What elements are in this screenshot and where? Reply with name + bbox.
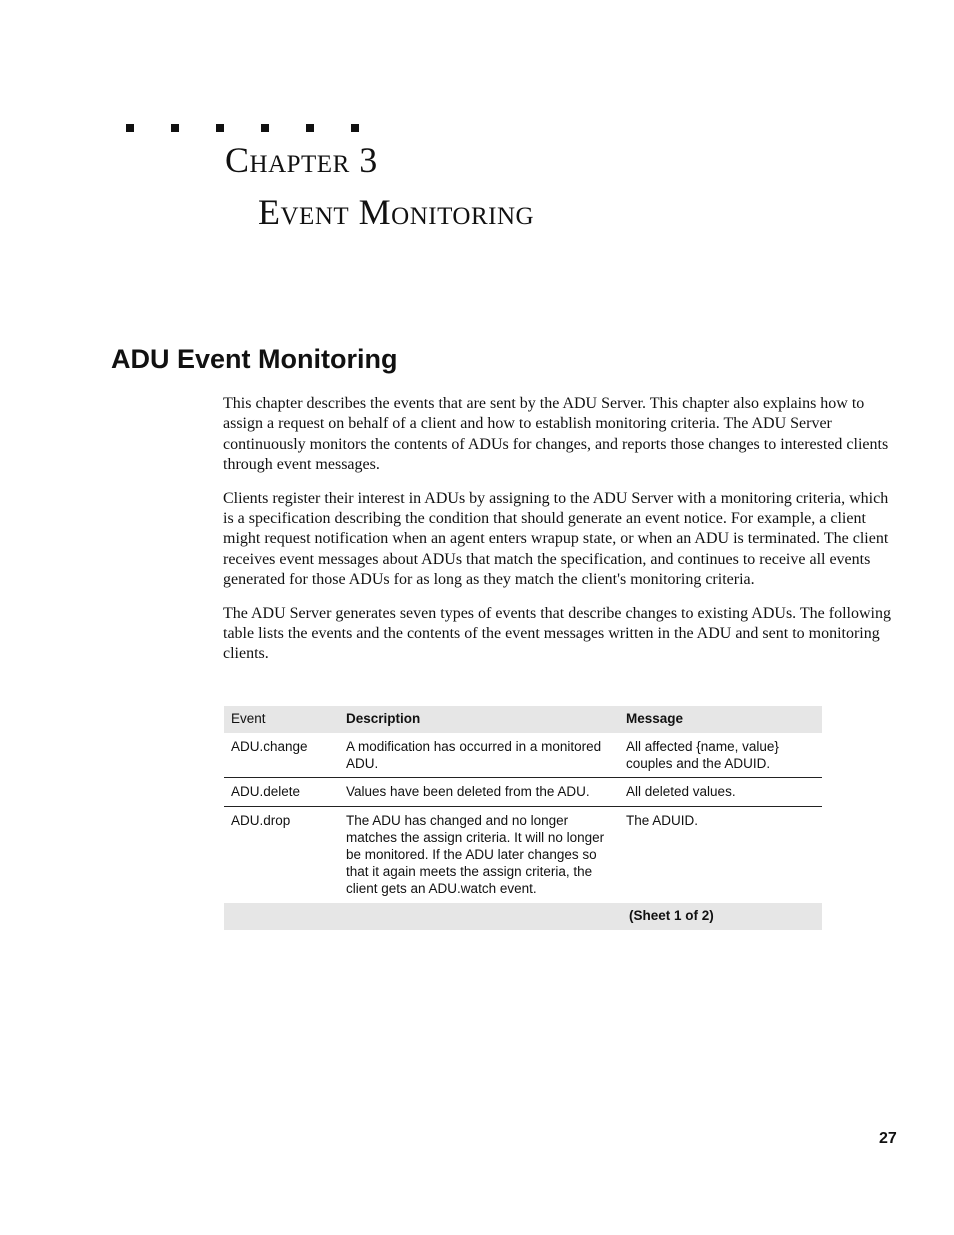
paragraph: This chapter describes the events that are sent by the ADU Server. This chapter also explains how to assign a request on behalf of a client and how to establish monitoring criteria. The ADU Server continuously monitors the contents of ADUs for changes, and reports those changes to interested clients through event messages. <box>223 395 889 473</box>
sheet-indicator: (Sheet 1 of 2) <box>629 907 714 923</box>
message-cell: All affected {name, value} couples and the ADUID. <box>626 739 779 772</box>
table-footer-row <box>224 903 822 930</box>
paragraph: The ADU Server generates seven types of events that describe changes to existing ADUs. The following table lists the events and the contents of the event messages written in the ADU and sent to monitoring clients. <box>223 604 891 663</box>
message-cell: The ADUID. <box>626 812 699 828</box>
square-bullet-icon <box>216 124 224 132</box>
description-cell: Values have been deleted from the ADU. <box>346 784 590 800</box>
column-header-message: Message <box>626 711 684 726</box>
description-cell: The ADU has changed and no longer matches the assign criteria. It will no longer be monitored. If the ADU later changes so that it again meets the assign criteria, the client gets an ADU.watch event. <box>346 812 605 897</box>
event-cell: ADU.change <box>231 739 308 754</box>
table-row <box>224 806 822 903</box>
square-bullet-icon <box>126 124 134 132</box>
square-bullet-icon <box>171 124 179 132</box>
section-heading: ADU Event Monitoring <box>111 344 398 374</box>
paragraph: Clients register their interest in ADUs by assigning to the ADU Server with a monitoring criteria, which is a specification describing the condition that should generate an event notice. For example, a client might request notification when an agent enters wrapup state, or when an ADU is terminated. The client receives event messages about ADUs that match the specification, and continues to receive all events generated for those ADUs for as long as they match the client's monitoring criteria. <box>223 489 889 588</box>
square-bullet-icon <box>261 124 269 132</box>
table-header-row <box>224 706 822 733</box>
chapter-dot-rule <box>126 124 366 134</box>
description-cell: A modification has occurred in a monitored ADU. <box>346 739 602 772</box>
footer-empty-cell <box>224 903 339 930</box>
message-cell: All deleted values. <box>626 784 736 800</box>
events-table <box>224 706 822 930</box>
table-row <box>224 733 822 778</box>
column-header-event: Event <box>231 711 266 726</box>
page-number: 27 <box>879 1130 897 1147</box>
square-bullet-icon <box>306 124 314 132</box>
event-cell: ADU.delete <box>231 784 301 800</box>
table-row <box>224 778 822 806</box>
square-bullet-icon <box>351 124 359 132</box>
chapter-title: Event Monitoring <box>258 192 535 232</box>
event-cell: ADU.drop <box>231 812 291 828</box>
chapter-label: Chapter 3 <box>225 140 378 180</box>
footer-empty-cell <box>339 903 619 930</box>
column-header-description: Description <box>346 711 421 726</box>
body-text <box>223 394 899 678</box>
